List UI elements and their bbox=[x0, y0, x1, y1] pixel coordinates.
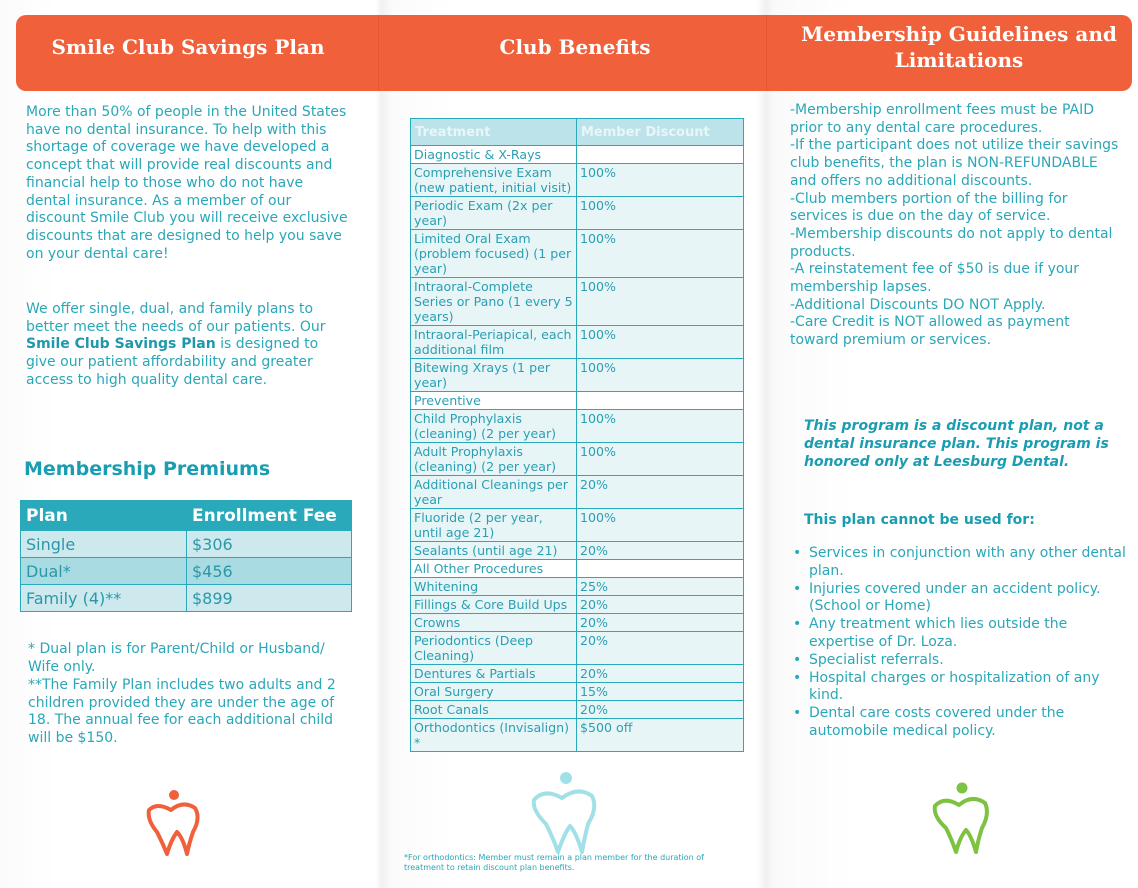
treatment-cell: Intraoral-Complete Series or Pano (1 every 5 years) bbox=[411, 278, 577, 326]
tooth-logo-teal-icon bbox=[528, 770, 600, 856]
table-row bbox=[411, 632, 744, 665]
table-row bbox=[411, 476, 744, 509]
treatment-cell: Crowns bbox=[411, 614, 577, 632]
treatment-cell: Sealants (until age 21) bbox=[411, 542, 577, 560]
list-item bbox=[790, 705, 1130, 741]
treatment-cell: Limited Oral Exam (problem focused) (1 per year) bbox=[411, 230, 577, 278]
table-row bbox=[411, 719, 744, 752]
plan-cell: Dual* bbox=[21, 558, 187, 585]
list-item bbox=[790, 670, 1130, 706]
exclusion-text: Injuries covered under an accident policy. (School or Home) bbox=[809, 580, 1101, 615]
discount-cell: 100% bbox=[577, 230, 744, 278]
table-row bbox=[411, 197, 744, 230]
treatment-cell: Oral Surgery bbox=[411, 683, 577, 701]
treatment-cell: Adult Prophylaxis (cleaning) (2 per year) bbox=[411, 443, 577, 476]
table-row bbox=[411, 701, 744, 719]
plan-name-bold: Smile Club Savings Plan bbox=[26, 336, 216, 353]
fold-divider bbox=[378, 15, 379, 91]
treatment-cell: Orthodontics (Invisalign) * bbox=[411, 719, 577, 752]
guidelines-title: Membership Guidelines and Limitations bbox=[801, 22, 1117, 72]
discount-cell: 100% bbox=[577, 410, 744, 443]
fee-cell: $306 bbox=[187, 531, 352, 558]
discount-plan-callout: This program is a discount plan, not a dental insurance plan. This program is honored only at Leesburg Dental. bbox=[804, 418, 1109, 470]
discount-cell: 20% bbox=[577, 476, 744, 509]
discount-cell: 20% bbox=[577, 614, 744, 632]
treatment-cell: Bitewing Xrays (1 per year) bbox=[411, 359, 577, 392]
exclusions-heading: This plan cannot be used for: bbox=[804, 512, 1035, 528]
guidelines-list: -Membership enrollment fees must be PAID prior to any dental care procedures. -If the participant does not utilize their savings club benefits, the plan is NON-REFUNDABLE and offers no additional discounts. -Club members portion of the billing for services is due on the day of service. -Membership discounts do not apply to dental products. -A reinstatement fee of $50 is due if your membership lapses. -Additional Discounts DO NOT Apply. -Care Credit is NOT allowed as payment toward premium or services. bbox=[790, 102, 1119, 349]
treatment-cell: All Other Procedures bbox=[411, 560, 577, 578]
bullet-icon: • bbox=[793, 616, 802, 633]
discount-cell: $500 off bbox=[577, 719, 744, 752]
fold-divider bbox=[766, 15, 767, 91]
treatment-cell: Fillings & Core Build Ups bbox=[411, 596, 577, 614]
treatment-cell: Additional Cleanings per year bbox=[411, 476, 577, 509]
table-row bbox=[411, 230, 744, 278]
discount-cell: 20% bbox=[577, 665, 744, 683]
bullet-icon: • bbox=[793, 580, 802, 597]
plans-paragraph bbox=[26, 301, 350, 390]
treatment-cell: Dentures & Partials bbox=[411, 665, 577, 683]
table-row bbox=[21, 558, 352, 585]
discount-cell: 100% bbox=[577, 164, 744, 197]
treatment-cell: Intraoral-Periapical, each additional film bbox=[411, 326, 577, 359]
treatment-cell: Whitening bbox=[411, 578, 577, 596]
discount-cell bbox=[577, 392, 744, 410]
treatment-cell: Periodic Exam (2x per year) bbox=[411, 197, 577, 230]
premiums-table bbox=[20, 500, 352, 612]
exclusion-text: Dental care costs covered under the automobile medical policy. bbox=[809, 705, 1065, 739]
exclusions-list bbox=[790, 545, 1130, 741]
plan-column-header: Plan bbox=[21, 501, 187, 531]
bullet-icon: • bbox=[793, 705, 802, 722]
table-row bbox=[21, 531, 352, 558]
list-item bbox=[790, 581, 1130, 617]
table-row bbox=[411, 410, 744, 443]
table-row bbox=[411, 683, 744, 701]
treatment-cell: Root Canals bbox=[411, 701, 577, 719]
table-row bbox=[411, 359, 744, 392]
fee-column-header: Enrollment Fee bbox=[187, 501, 352, 531]
category-row bbox=[411, 392, 744, 410]
plan-cell: Single bbox=[21, 531, 187, 558]
plans-text: We offer single, dual, and family plans to better meet the needs of our patients. Our bbox=[26, 301, 326, 335]
treatment-cell: Child Prophylaxis (cleaning) (2 per year) bbox=[411, 410, 577, 443]
discount-cell bbox=[577, 146, 744, 164]
treatment-column-header: Treatment bbox=[411, 119, 577, 146]
family-footnote: **The Family Plan includes two adults and 2 children provided they are under the age of 18. The annual fee for each additional child will be $150. bbox=[28, 677, 336, 747]
treatment-cell: Fluoride (2 per year, until age 21) bbox=[411, 509, 577, 542]
table-row bbox=[411, 278, 744, 326]
fee-cell: $899 bbox=[187, 585, 352, 612]
table-row bbox=[21, 585, 352, 612]
discount-cell: 15% bbox=[577, 683, 744, 701]
fee-cell: $456 bbox=[187, 558, 352, 585]
discount-cell: 100% bbox=[577, 509, 744, 542]
table-row bbox=[411, 509, 744, 542]
discount-cell: 25% bbox=[577, 578, 744, 596]
discount-column-header: Member Discount bbox=[577, 119, 744, 146]
premiums-header-row bbox=[21, 501, 352, 531]
tooth-logo-green-icon bbox=[930, 780, 992, 856]
dual-footnote: * Dual plan is for Parent/Child or Husband/ Wife only. bbox=[28, 641, 325, 675]
bullet-icon: • bbox=[793, 545, 802, 561]
tooth-logo-orange-icon bbox=[143, 788, 203, 858]
treatment-cell: Diagnostic & X-Rays bbox=[411, 146, 577, 164]
plan-title: Smile Club Savings Plan bbox=[51, 35, 325, 59]
orthodontics-footnote: *For orthodontics: Member must remain a plan member for the duration of treatment to retain discount plan benefits. bbox=[404, 853, 704, 872]
intro-paragraph: More than 50% of people in the United States have no dental insurance. To help with this shortage of coverage we have developed a concept that will provide real discounts and financial help to those who do not have dental insurance. As a member of our discount Smile Club you will receive exclusive discounts that are designed to help you save on your dental care! bbox=[26, 104, 348, 262]
treatment-cell: Comprehensive Exam (new patient, initial visit) bbox=[411, 164, 577, 197]
benefits-table bbox=[410, 118, 744, 752]
plans-text: is designed to give our patient affordability and greater access to high quality dental care. bbox=[26, 336, 319, 388]
discount-cell: 20% bbox=[577, 596, 744, 614]
table-row bbox=[411, 326, 744, 359]
discount-cell: 100% bbox=[577, 326, 744, 359]
category-row bbox=[411, 560, 744, 578]
benefits-title: Club Benefits bbox=[499, 35, 651, 59]
plan-cell: Family (4)** bbox=[21, 585, 187, 612]
exclusion-text: Services in conjunction with any other dental plan. bbox=[809, 545, 1126, 579]
discount-cell bbox=[577, 560, 744, 578]
exclusion-text: Specialist referrals. bbox=[809, 651, 944, 668]
exclusion-text: Any treatment which lies outside the expertise of Dr. Loza. bbox=[809, 616, 1068, 650]
list-item bbox=[790, 545, 1130, 581]
discount-cell: 20% bbox=[577, 632, 744, 665]
table-row bbox=[411, 164, 744, 197]
discount-cell: 100% bbox=[577, 443, 744, 476]
table-row bbox=[411, 542, 744, 560]
exclusion-text: Hospital charges or hospitalization of any kind. bbox=[809, 669, 1100, 704]
discount-cell: 100% bbox=[577, 197, 744, 230]
bullet-icon: • bbox=[793, 651, 802, 668]
treatment-cell: Preventive bbox=[411, 392, 577, 410]
discount-cell: 20% bbox=[577, 701, 744, 719]
discount-cell: 100% bbox=[577, 359, 744, 392]
table-row bbox=[411, 665, 744, 683]
discount-cell: 20% bbox=[577, 542, 744, 560]
table-row bbox=[411, 596, 744, 614]
bullet-icon: • bbox=[793, 669, 802, 686]
table-row bbox=[411, 614, 744, 632]
discount-cell: 100% bbox=[577, 278, 744, 326]
premiums-heading: Membership Premiums bbox=[24, 458, 271, 480]
list-item bbox=[790, 652, 1130, 670]
list-item bbox=[790, 616, 1130, 652]
benefits-header-row bbox=[411, 119, 744, 146]
benefits-body bbox=[411, 146, 744, 752]
treatment-cell: Periodontics (Deep Cleaning) bbox=[411, 632, 577, 665]
table-row bbox=[411, 443, 744, 476]
category-row bbox=[411, 146, 744, 164]
table-row bbox=[411, 578, 744, 596]
